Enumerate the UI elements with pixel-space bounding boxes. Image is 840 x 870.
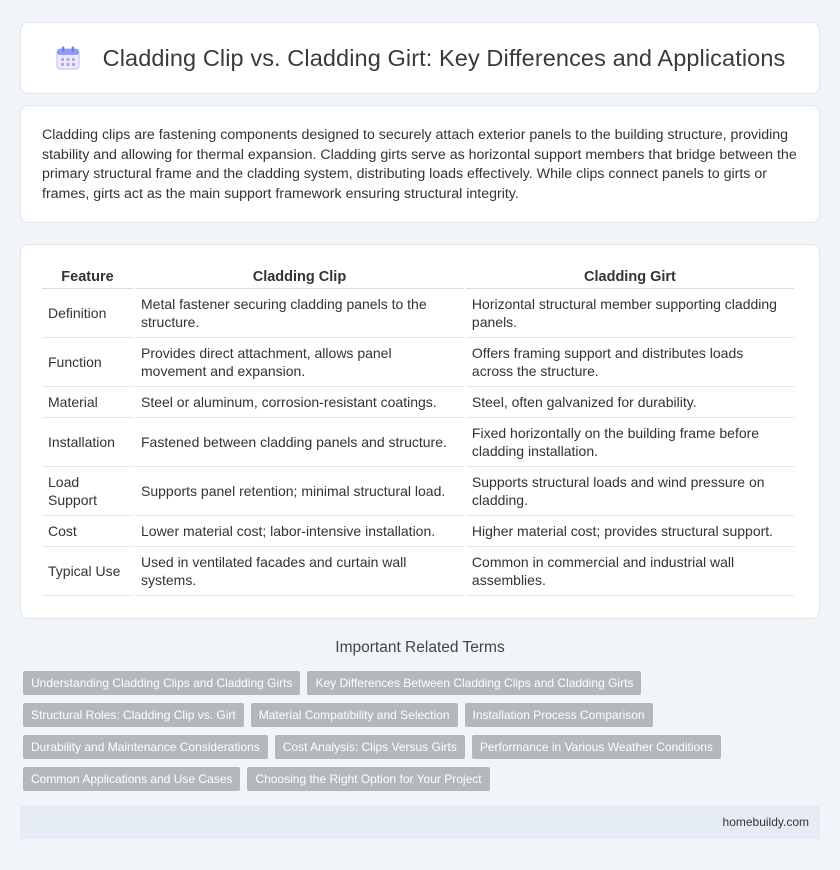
clip-cell: Fastened between cladding panels and structure.: [135, 418, 464, 467]
footer-site-link[interactable]: homebuildy.com: [722, 815, 809, 829]
related-terms-list: [23, 671, 803, 799]
clip-cell: Supports panel retention; minimal structural load.: [135, 467, 464, 516]
related-term-tag[interactable]: Cost Analysis: Clips Versus Girts: [275, 735, 465, 759]
tag-row: [23, 735, 803, 759]
title-card: [20, 22, 820, 94]
clip-cell: Provides direct attachment, allows panel movement and expansion.: [135, 338, 464, 387]
clip-cell: Lower material cost; labor-intensive installation.: [135, 516, 464, 547]
related-term-tag[interactable]: Installation Process Comparison: [465, 703, 653, 727]
related-term-tag[interactable]: Common Applications and Use Cases: [23, 767, 240, 791]
feature-cell: Typical Use: [42, 547, 133, 596]
table-row: [42, 289, 794, 338]
calendar-icon: [55, 45, 81, 71]
clip-cell: Used in ventilated facades and curtain wall systems.: [135, 547, 464, 596]
related-term-tag[interactable]: Choosing the Right Option for Your Project: [247, 767, 489, 791]
feature-cell: Definition: [42, 289, 133, 338]
table-row: [42, 338, 794, 387]
intro-paragraph: Cladding clips are fastening components designed to securely attach exterior panels to the building structure, providing stability and allowing for thermal expansion. Cladding girts serve as horizontal support members that bridge between the primary structural frame and the cladding system, distributing loads effectively. While clips connect panels to girts or frames, girts act as the main support framework ensuring structural integrity.: [42, 127, 797, 202]
table-row: [42, 516, 794, 547]
table-row: [42, 387, 794, 418]
page-title: Cladding Clip vs. Cladding Girt: Key Differences and Applications: [102, 44, 786, 71]
header-feature: Feature: [42, 263, 133, 289]
table-row: [42, 418, 794, 467]
feature-cell: Installation: [42, 418, 133, 467]
tag-row: [23, 671, 803, 695]
girt-cell: Horizontal structural member supporting cladding panels.: [466, 289, 794, 338]
related-term-tag[interactable]: Structural Roles: Cladding Clip vs. Girt: [23, 703, 244, 727]
table-row: [42, 467, 794, 516]
header-cladding-girt: Cladding Girt: [466, 263, 794, 289]
table-row: [42, 547, 794, 596]
table-header-row: [42, 263, 794, 289]
feature-cell: Material: [42, 387, 133, 418]
feature-cell: Load Support: [42, 467, 133, 516]
girt-cell: Steel, often galvanized for durability.: [466, 387, 794, 418]
tag-row: [23, 767, 803, 791]
tag-row: [23, 703, 803, 727]
girt-cell: Offers framing support and distributes loads across the structure.: [466, 338, 794, 387]
header-cladding-clip: Cladding Clip: [135, 263, 464, 289]
related-term-tag[interactable]: Understanding Cladding Clips and Cladding Girts: [23, 671, 300, 695]
girt-cell: Fixed horizontally on the building frame before cladding installation.: [466, 418, 794, 467]
girt-cell: Common in commercial and industrial wall assemblies.: [466, 547, 794, 596]
related-term-tag[interactable]: Material Compatibility and Selection: [251, 703, 458, 727]
related-terms-title: Important Related Terms: [335, 639, 505, 656]
footer: [20, 806, 820, 839]
clip-cell: Steel or aluminum, corrosion-resistant coatings.: [135, 387, 464, 418]
clip-cell: Metal fastener securing cladding panels to the structure.: [135, 289, 464, 338]
intro-card: [20, 105, 820, 223]
girt-cell: Higher material cost; provides structural support.: [466, 516, 794, 547]
girt-cell: Supports structural loads and wind pressure on cladding.: [466, 467, 794, 516]
related-term-tag[interactable]: Key Differences Between Cladding Clips and Cladding Girts: [307, 671, 641, 695]
comparison-table: [40, 263, 796, 596]
related-term-tag[interactable]: Performance in Various Weather Conditions: [472, 735, 721, 759]
related-term-tag[interactable]: Durability and Maintenance Considerations: [23, 735, 268, 759]
comparison-card: [20, 244, 820, 619]
feature-cell: Function: [42, 338, 133, 387]
feature-cell: Cost: [42, 516, 133, 547]
